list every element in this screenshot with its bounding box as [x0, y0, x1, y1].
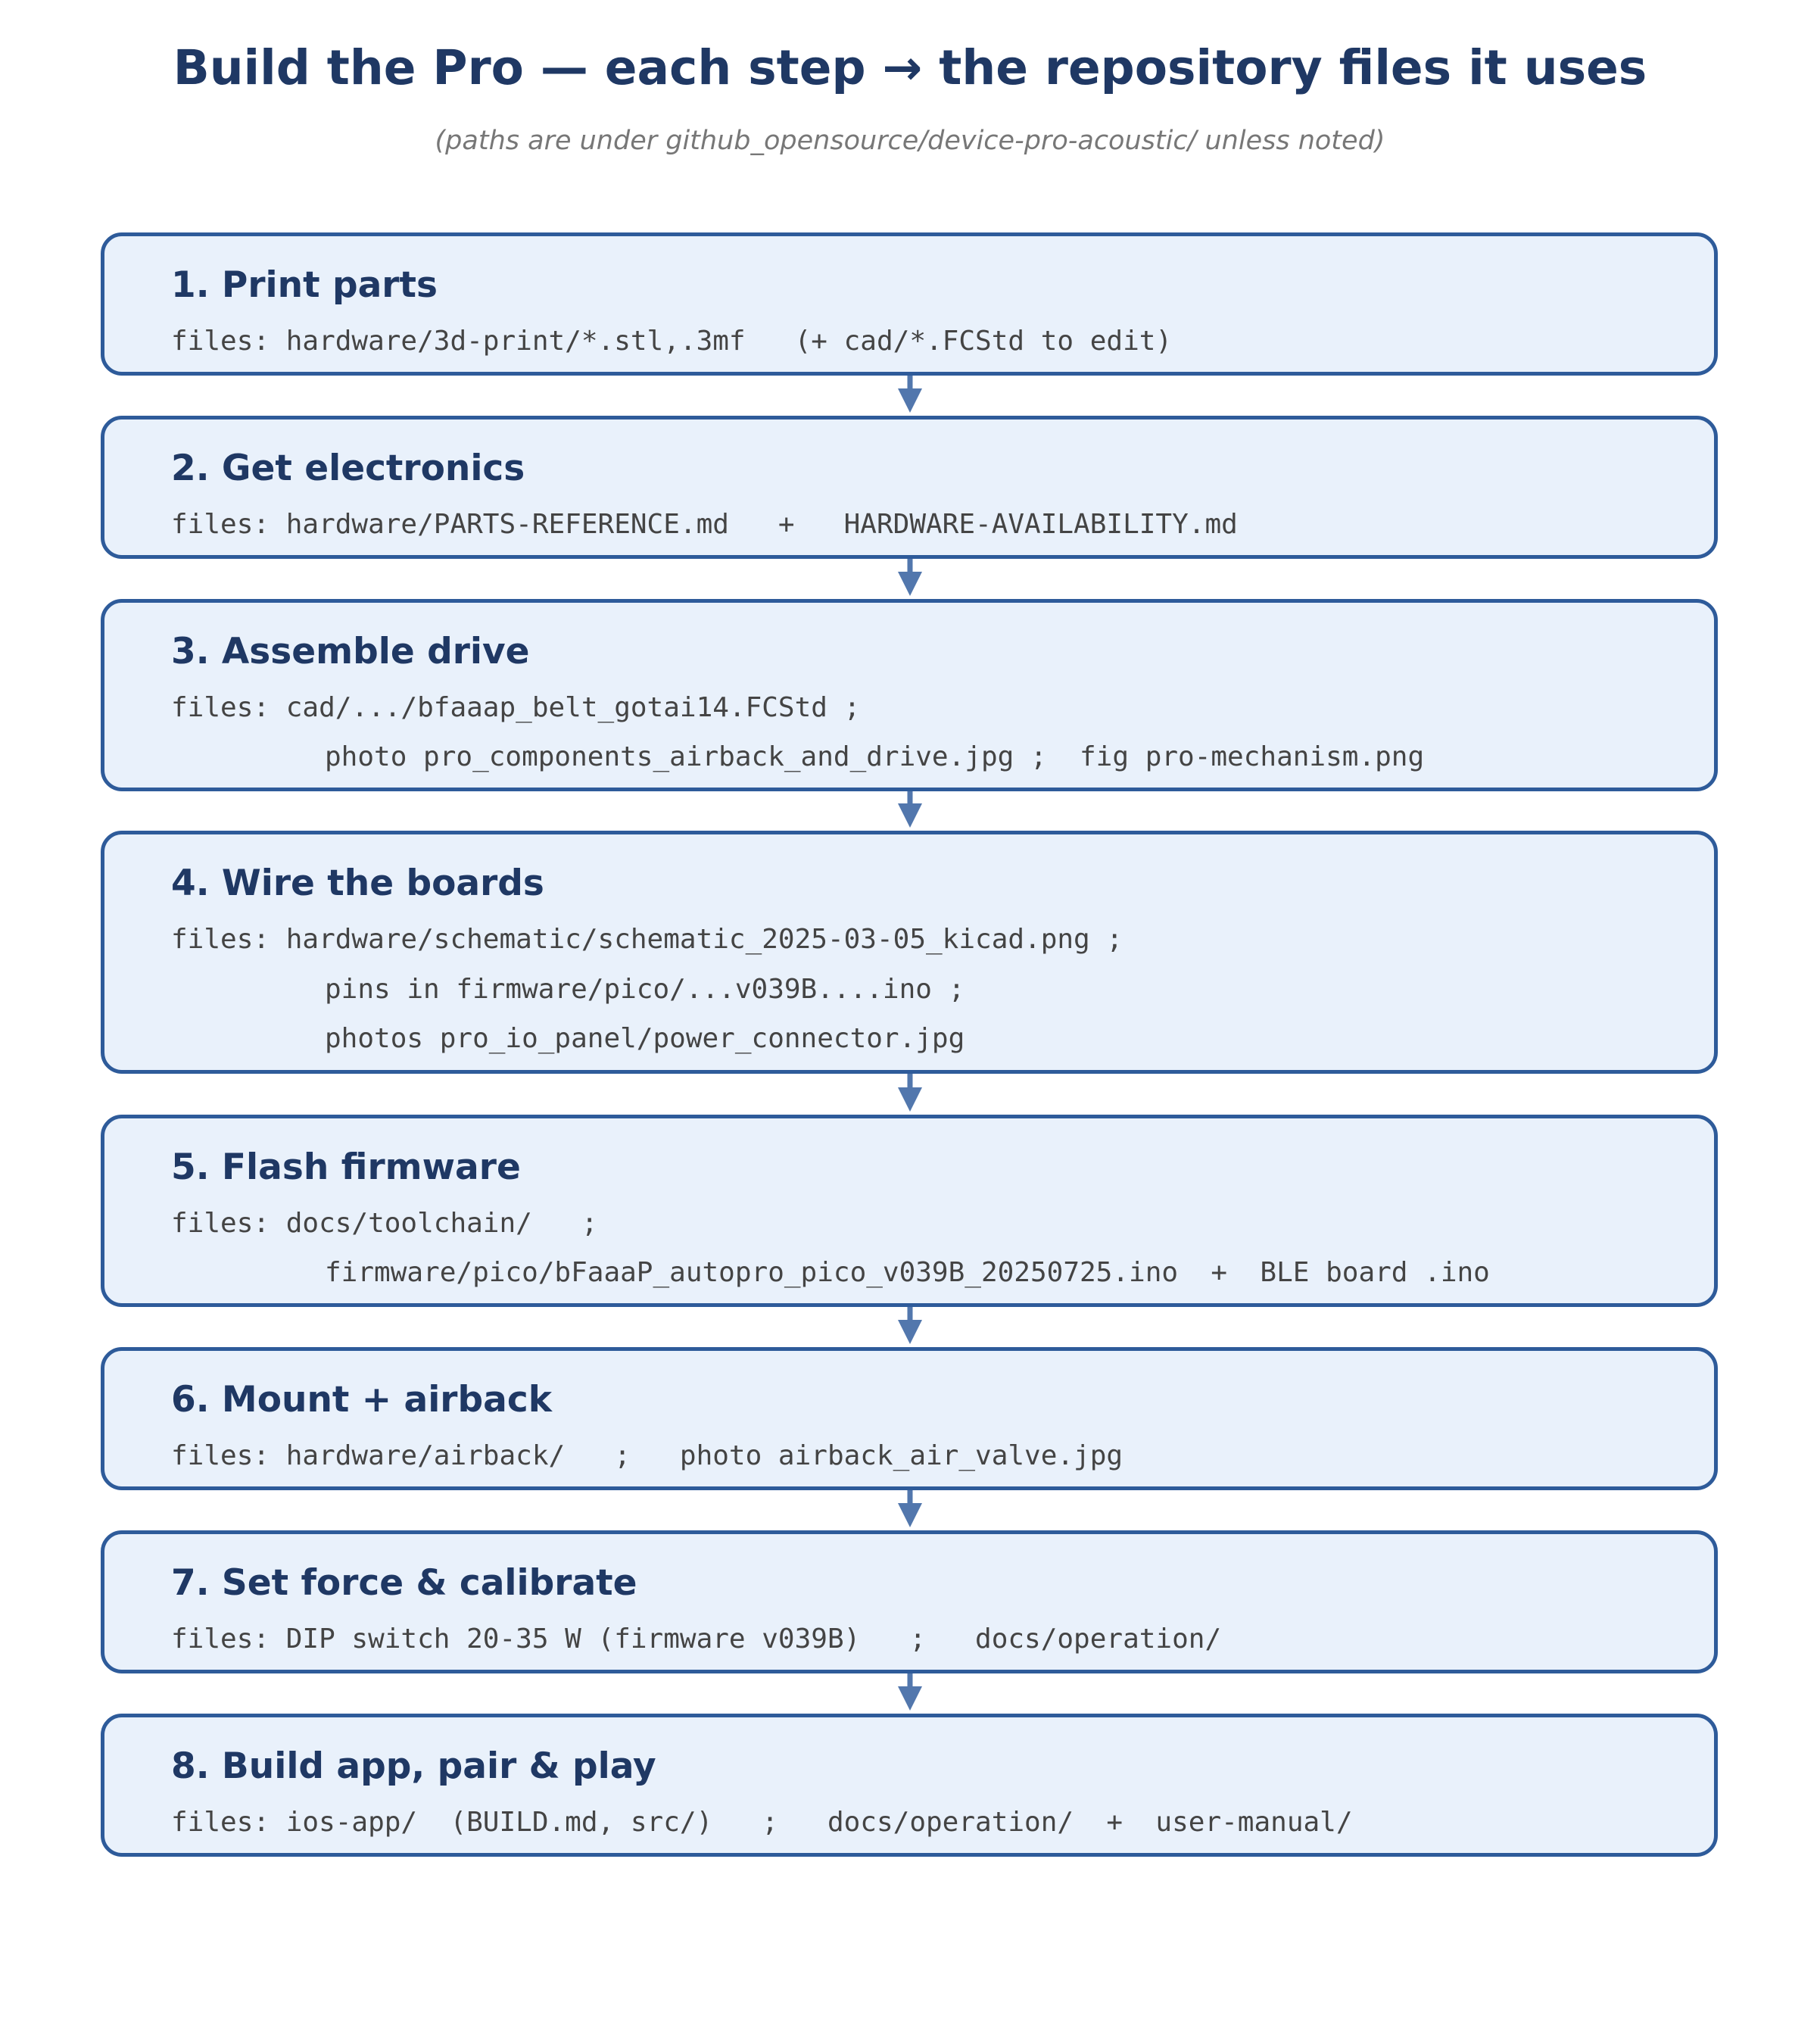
step-2-title: 2. Get electronics [171, 448, 525, 489]
step-6-files-line-1: files: hardware/airback/ ; photo airback_air_valve.jpg [171, 1440, 1123, 1471]
step-1-files-line-1: files: hardware/3d-print/*.stl,.3mf (+ cad/*.FCStd to edit) [171, 326, 1173, 357]
step-6-title: 6. Mount + airback [171, 1379, 552, 1421]
arrow-step-2-to-3 [898, 559, 922, 596]
step-4-files-line-3: photos pro_io_panel/power_connector.jpg [325, 1023, 965, 1054]
arrow-step-1-to-2 [898, 376, 922, 413]
arrow-step-6-to-7 [898, 1490, 922, 1527]
step-7-files-line-1: files: DIP switch 20-35 W (firmware v039B) ; docs/operation/ [171, 1623, 1222, 1655]
step-4-files-line-1: files: hardware/schematic/schematic_2025-03-05_kicad.png ; [171, 924, 1123, 955]
arrow-step-7-to-8 [898, 1673, 922, 1711]
step-5-files-line-1: files: docs/toolchain/ ; [171, 1208, 598, 1239]
page-title: Build the Pro — each step → the repository files it uses [173, 40, 1647, 95]
step-5-files-line-2: firmware/pico/bFaaaP_autopro_pico_v039B_20250725.ino + BLE board .ino [325, 1257, 1490, 1288]
step-7-title: 7. Set force & calibrate [171, 1562, 637, 1604]
step-1-title: 1. Print parts [171, 264, 438, 306]
step-5-title: 5. Flash firmware [171, 1146, 521, 1188]
step-8-files-line-1: files: ios-app/ (BUILD.md, src/) ; docs/operation/ + user-manual/ [171, 1807, 1353, 1838]
step-2-files-line-1: files: hardware/PARTS-REFERENCE.md + HARDWARE-AVAILABILITY.md [171, 509, 1238, 540]
step-3-title: 3. Assemble drive [171, 631, 530, 672]
arrow-step-3-to-4 [898, 791, 922, 828]
step-3-files-line-2: photo pro_components_airback_and_drive.jpg ; fig pro-mechanism.png [325, 741, 1425, 772]
step-4-title: 4. Wire the boards [171, 862, 544, 904]
page-subtitle: (paths are under github_opensource/device-pro-acoustic/ unless noted) [435, 126, 1385, 156]
arrow-step-4-to-5 [898, 1074, 922, 1112]
arrow-step-5-to-6 [898, 1307, 922, 1344]
step-3-files-line-1: files: cad/.../bfaaap_belt_gotai14.FCStd ; [171, 692, 861, 723]
step-8-title: 8. Build app, pair & play [171, 1745, 656, 1787]
step-4-files-line-2: pins in firmware/pico/...v039B....ino ; [325, 974, 965, 1005]
